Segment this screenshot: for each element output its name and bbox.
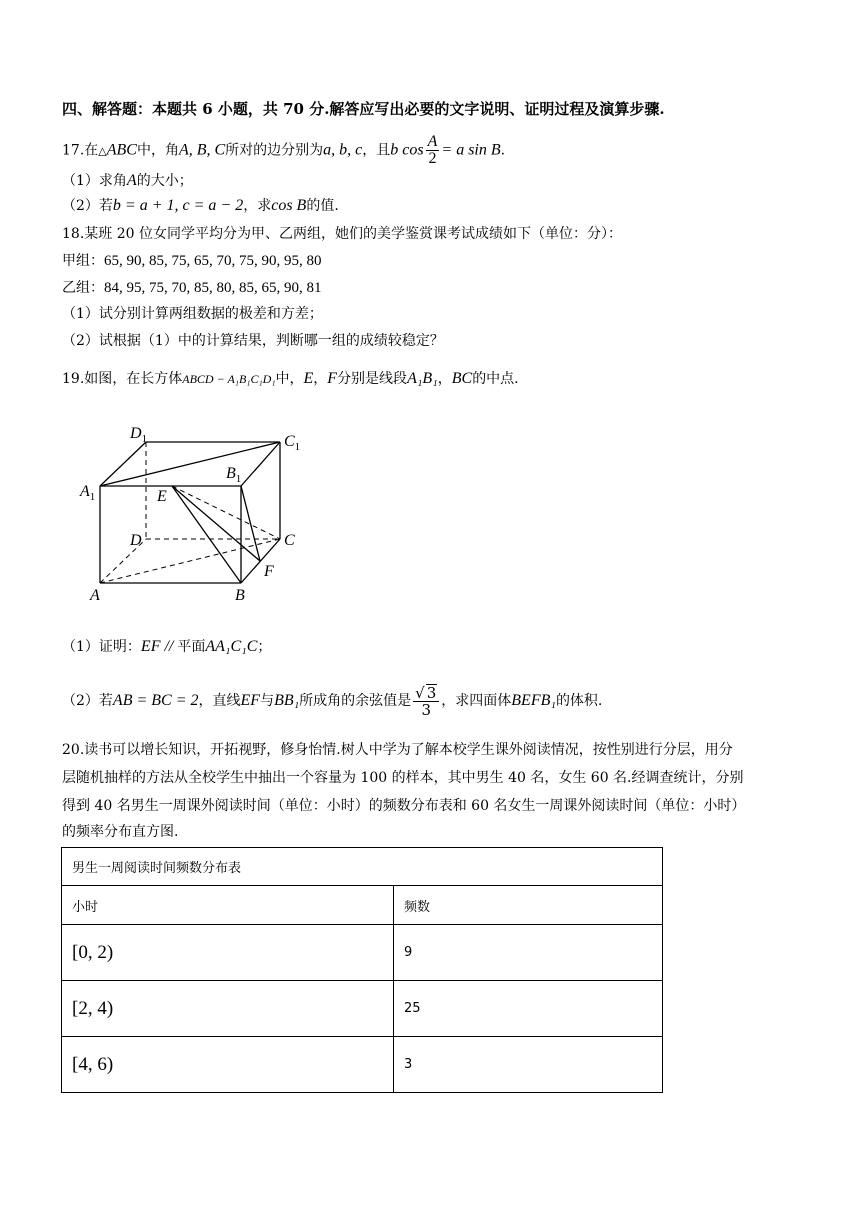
q19-text-6: 的中点.: [472, 371, 519, 387]
q17-part1-pre: （1）求角: [62, 173, 127, 189]
group-b-scores: 84, 95, 75, 70, 85, 80, 85, 65, 90, 81: [104, 280, 322, 296]
edge-a1d1: [100, 442, 146, 486]
q17-part2-mid: ，求: [243, 198, 272, 214]
q20-line3: 得到 40 名男生一周课外阅读时间（单位：小时）的频数分布表和 60 名女生一周课外阅读时间（单位：小时）: [62, 798, 746, 814]
q19-part1-mid: 平面: [177, 639, 206, 655]
q19-text-2: 中，: [275, 371, 304, 387]
table-title: 男生一周阅读时间频数分布表: [62, 848, 663, 886]
q18-part1: （1）试分别计算两组数据的极差和方差；: [62, 306, 323, 322]
q19-part2-mid2: 与: [260, 693, 275, 709]
q19-part2-pre: （2）若: [62, 693, 113, 709]
q19-text-1: 19.如图，在长方体: [62, 371, 183, 387]
q17-part1-var: A: [126, 172, 137, 189]
q17-angles: A, B, C: [178, 141, 226, 159]
frequency-cell: 25: [394, 981, 663, 1037]
label-d: D: [130, 532, 142, 549]
segment-ef: [172, 486, 260, 561]
q17-text-2: 中，角: [136, 142, 179, 159]
q19-part2-mid4: ，求四面体: [441, 693, 512, 709]
q19-text-3: ，: [313, 371, 328, 387]
q20-line4: 的频率分布直方图.: [62, 824, 179, 840]
q18-group-a: [62, 250, 322, 272]
label-b: B: [235, 587, 245, 604]
q17-fraction-numerator: A: [427, 133, 438, 150]
q19-part1-post: ；: [257, 639, 272, 655]
q19-part1: [62, 636, 271, 658]
q19-part1-expr: EF //: [140, 638, 178, 655]
q17-text-3: 所对的边分别为: [225, 142, 324, 159]
q17-part2-expr: cos B: [271, 197, 307, 214]
table-title-row: [62, 848, 663, 886]
table-row: [62, 981, 663, 1037]
q17-part2: [62, 195, 339, 217]
q19-text-5: ，: [437, 371, 452, 387]
interval-cell: [2, 4): [62, 981, 394, 1037]
segment-b1f: [241, 486, 260, 561]
q19-part2-bb1: BB₁: [274, 692, 300, 709]
label-b1: $B_1$: [226, 465, 242, 485]
group-a-label: 甲组：: [62, 253, 104, 269]
q19-fraction-denominator: 3: [421, 701, 431, 719]
q19-part2-ef: EF: [240, 692, 261, 709]
q17-part2-equation: b = a + 1, c = a − 2: [112, 197, 244, 214]
label-f: F: [264, 563, 274, 580]
q17-equation-lhs: b cos: [390, 141, 424, 159]
interval-cell: [4, 6): [62, 1037, 394, 1093]
table-row: [62, 925, 663, 981]
q19-fraction-numerator: √ 3: [413, 684, 439, 702]
label-a: A: [90, 587, 100, 604]
edge-c1b1: [241, 442, 280, 486]
q17-part2-post: 的值.: [306, 198, 339, 214]
segment-eb: [172, 486, 241, 583]
q18-intro: 18.某班 20 位女同学平均分为甲、乙两组，她们的美学鉴赏课考试成绩如下（单位：分）：: [62, 226, 622, 242]
q19-solid: ABCD − A₁B₁C₁D₁: [182, 372, 276, 386]
q17-statement: [62, 134, 505, 167]
q20-line1: 20.读书可以增长知识，开拓视野，修身怡情.树人中学为了解本校学生课外阅读情况，按性别进行分层，用分: [62, 742, 733, 758]
label-c1: $C_1$: [284, 433, 301, 453]
frequency-cell: 9: [394, 925, 663, 981]
section-heading: 四、解答题：本题共 6 小题，共 70 分.解答应写出必要的文字说明、证明过程及演算步骤.: [62, 100, 665, 118]
label-a1: $A_1$: [80, 483, 96, 503]
label-c: C: [284, 532, 295, 549]
frequency-cell: 3: [394, 1037, 663, 1093]
cuboid-figure: [78, 418, 318, 608]
edge-cb: [241, 539, 280, 583]
q19-part1-plane: AA₁C₁C: [205, 638, 258, 655]
q19-point-e: E: [303, 370, 314, 387]
q19-part2-mid3: 所成角的余弦值是: [299, 693, 412, 709]
label-e: E: [157, 488, 167, 505]
q17-text-4: ，且: [362, 142, 391, 159]
hidden-segment-ec: [172, 486, 280, 539]
column-header-hours: 小时: [62, 886, 394, 925]
q19-statement: [62, 368, 519, 390]
triangle-symbol: △: [98, 144, 107, 158]
q19-point-f: F: [327, 370, 338, 387]
q17-part1-post: 的大小；: [136, 173, 193, 189]
column-header-frequency: 频数: [394, 886, 663, 925]
group-a-scores: 65, 90, 85, 75, 65, 70, 75, 90, 95, 80: [104, 253, 322, 269]
q20-line2: 层随机抽样的方法从全校学生中抽出一个容量为 100 的样本，其中男生 40 名，女生 60 名.经调查统计，分别: [62, 770, 744, 786]
q19-part2: [62, 684, 602, 718]
q19-part2-mid1: ，直线: [198, 693, 241, 709]
q18-part2: （2）试根据（1）中的计算结果，判断哪一组的成绩较稳定？: [62, 333, 444, 349]
q19-text-4: 分别是线段: [337, 371, 408, 387]
interval-cell: [0, 2): [62, 925, 394, 981]
table-header-row: [62, 886, 663, 925]
group-b-label: 乙组：: [62, 280, 104, 296]
table-row: [62, 1037, 663, 1093]
q19-part2-tetrahedron: BEFB₁: [511, 692, 556, 709]
q17-sides: a, b, c: [323, 141, 363, 159]
q19-part2-equation: AB = BC = 2: [112, 692, 199, 709]
q17-fraction-denominator: 2: [428, 150, 437, 167]
q19-part2-post: 的体积.: [555, 693, 603, 709]
q17-text-5: .: [500, 142, 506, 159]
q19-part1-pre: （1）证明：: [62, 639, 141, 655]
sqrt-radicand: 3: [426, 684, 437, 702]
hidden-diagonal-ac: [100, 539, 280, 583]
q19-segment-a1b1: A₁B₁: [407, 370, 438, 387]
q19-fraction: [413, 684, 439, 718]
q17-triangle-abc: ABC: [106, 141, 137, 159]
q17-fraction: [426, 134, 440, 167]
frequency-table: [61, 847, 663, 1093]
q19-segment-bc: BC: [451, 370, 473, 387]
diagonal-a1c1: [100, 442, 280, 486]
label-d1: $D_1$: [130, 425, 148, 445]
q17-part1: [62, 170, 193, 192]
q17-equation-rhs: = a sin B: [441, 141, 501, 159]
q18-group-b: [62, 277, 322, 299]
q17-text-1: 17.在: [62, 142, 99, 159]
q17-part2-pre: （2）若: [62, 198, 113, 214]
